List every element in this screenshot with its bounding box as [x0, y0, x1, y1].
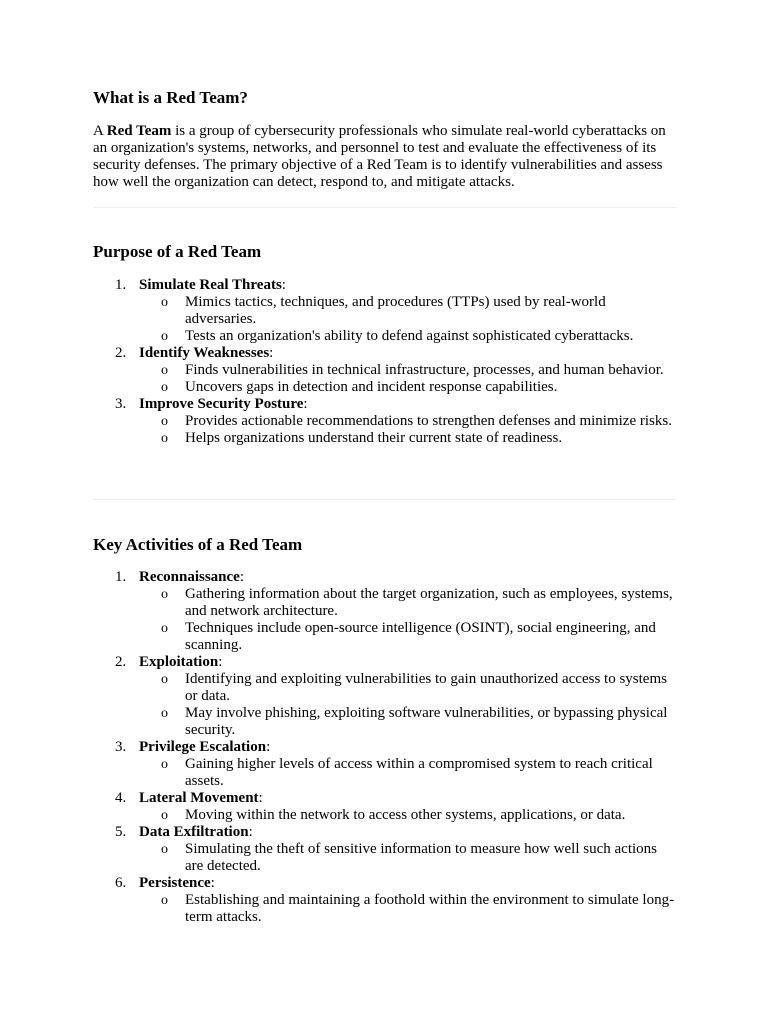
list-item-title: Privilege Escalation [139, 739, 267, 755]
sub-list-text: Moving within the network to access other systems, applications, or data. [185, 807, 626, 823]
list-number: 1. [115, 569, 127, 585]
list-number: 6. [115, 875, 127, 891]
activity-list-item [93, 654, 678, 739]
sub-list-text: Mimics tactics, techniques, and procedures (TTPs) used by real-world adversaries. [185, 294, 606, 327]
list-number: 1. [115, 277, 127, 293]
list-number: 5. [115, 824, 127, 840]
sub-list-item [139, 586, 678, 620]
list-item-colon: : [266, 739, 271, 755]
sub-list-item [139, 379, 678, 396]
sub-list-item [139, 892, 678, 926]
intro-paragraph [93, 123, 678, 191]
sub-list-text: Establishing and maintaining a foothold within the environment to simulate long-term attacks. [185, 892, 675, 925]
bullet-icon: o [161, 893, 168, 908]
list-item-title: Data Exfiltration [139, 824, 249, 840]
purpose-list-item [93, 345, 678, 396]
sub-list-text: Provides actionable recommendations to strengthen defenses and minimize risks. [185, 413, 672, 429]
list-item-title: Identify Weaknesses [139, 345, 270, 361]
activities-list [93, 569, 678, 926]
purpose-list-item [93, 277, 678, 345]
activity-list-item [93, 875, 678, 926]
list-number: 2. [115, 654, 127, 670]
sub-list-item [139, 671, 678, 705]
purpose-list [93, 277, 678, 447]
list-item-colon: : [218, 654, 223, 670]
activity-list-item [93, 569, 678, 654]
sub-list-text: Identifying and exploiting vulnerabilities to gain unauthorized access to systems or data. [185, 671, 667, 704]
sub-list-item [139, 841, 678, 875]
activity-list-item [93, 790, 678, 824]
list-number: 3. [115, 739, 127, 755]
list-item-title: Improve Security Posture [139, 396, 304, 412]
sub-list-item [139, 362, 678, 379]
bullet-icon: o [161, 672, 168, 687]
sub-list-text: Gaining higher levels of access within a compromised system to reach critical assets. [185, 756, 653, 789]
intro-bold-term: Red Team [106, 123, 172, 139]
list-item-colon: : [248, 824, 253, 840]
bullet-icon: o [161, 842, 168, 857]
intro-prefix: A [93, 123, 107, 139]
intro-text: is a group of cybersecurity professionals who simulate real-world cyberattacks on an organization's systems, networks, and personnel to test and evaluate the effectiveness of its security defenses. The primary objective of a Red Team is to identify vulnerabilities and assess how well the organization can detect, respond to, and mitigate attacks. [93, 123, 666, 190]
section-heading-what-is-red-team: What is a Red Team? [93, 88, 248, 107]
sub-list-text: May involve phishing, exploiting software vulnerabilities, or bypassing physical security. [185, 705, 668, 738]
sub-list-text: Helps organizations understand their current state of readiness. [185, 430, 563, 446]
list-item-colon: : [210, 875, 215, 891]
bullet-icon: o [161, 363, 168, 378]
list-item-colon: : [258, 790, 263, 806]
bullet-icon: o [161, 431, 168, 446]
bullet-icon: o [161, 329, 168, 344]
section-heading-key-activities: Key Activities of a Red Team [93, 535, 303, 554]
list-number: 3. [115, 396, 127, 412]
bullet-icon: o [161, 808, 168, 823]
list-item-colon: : [281, 277, 286, 293]
purpose-list-item [93, 396, 678, 447]
activity-list-item [93, 739, 678, 790]
sub-list-item [139, 430, 678, 447]
horizontal-divider [93, 499, 676, 500]
sub-list-text: Simulating the theft of sensitive information to measure how well such actions are detected. [185, 841, 657, 874]
bullet-icon: o [161, 587, 168, 602]
activity-list-item [93, 824, 678, 875]
sub-list-item [139, 328, 678, 345]
bullet-icon: o [161, 621, 168, 636]
bullet-icon: o [161, 706, 168, 721]
sub-list-item [139, 807, 678, 824]
sub-list-item [139, 413, 678, 430]
section-heading-purpose: Purpose of a Red Team [93, 242, 262, 261]
list-item-colon: : [269, 345, 274, 361]
sub-list-text: Uncovers gaps in detection and incident response capabilities. [185, 379, 558, 395]
list-item-title: Reconnaissance [139, 569, 240, 585]
bullet-icon: o [161, 380, 168, 395]
horizontal-divider [93, 207, 676, 208]
list-item-colon: : [303, 396, 308, 412]
bullet-icon: o [161, 295, 168, 310]
sub-list-text: Tests an organization's ability to defend against sophisticated cyberattacks. [185, 328, 634, 344]
sub-list-text: Finds vulnerabilities in technical infrastructure, processes, and human behavior. [185, 362, 664, 378]
bullet-icon: o [161, 414, 168, 429]
list-item-colon: : [239, 569, 245, 585]
list-item-title: Simulate Real Threats [139, 277, 282, 293]
list-item-title: Lateral Movement [139, 790, 259, 806]
list-number: 4. [115, 790, 127, 806]
bullet-icon: o [161, 757, 168, 772]
list-item-title: Persistence [139, 875, 211, 891]
sub-list-item [139, 756, 678, 790]
sub-list-text: Techniques include open-source intelligence (OSINT), social engineering, and scanning. [185, 620, 656, 653]
sub-list-item [139, 705, 678, 739]
list-number: 2. [115, 345, 127, 361]
sub-list-item [139, 620, 678, 654]
sub-list-text: Gathering information about the target organization, such as employees, systems, and network architecture. [185, 586, 673, 619]
sub-list-item [139, 294, 678, 328]
list-item-title: Exploitation [139, 654, 219, 670]
